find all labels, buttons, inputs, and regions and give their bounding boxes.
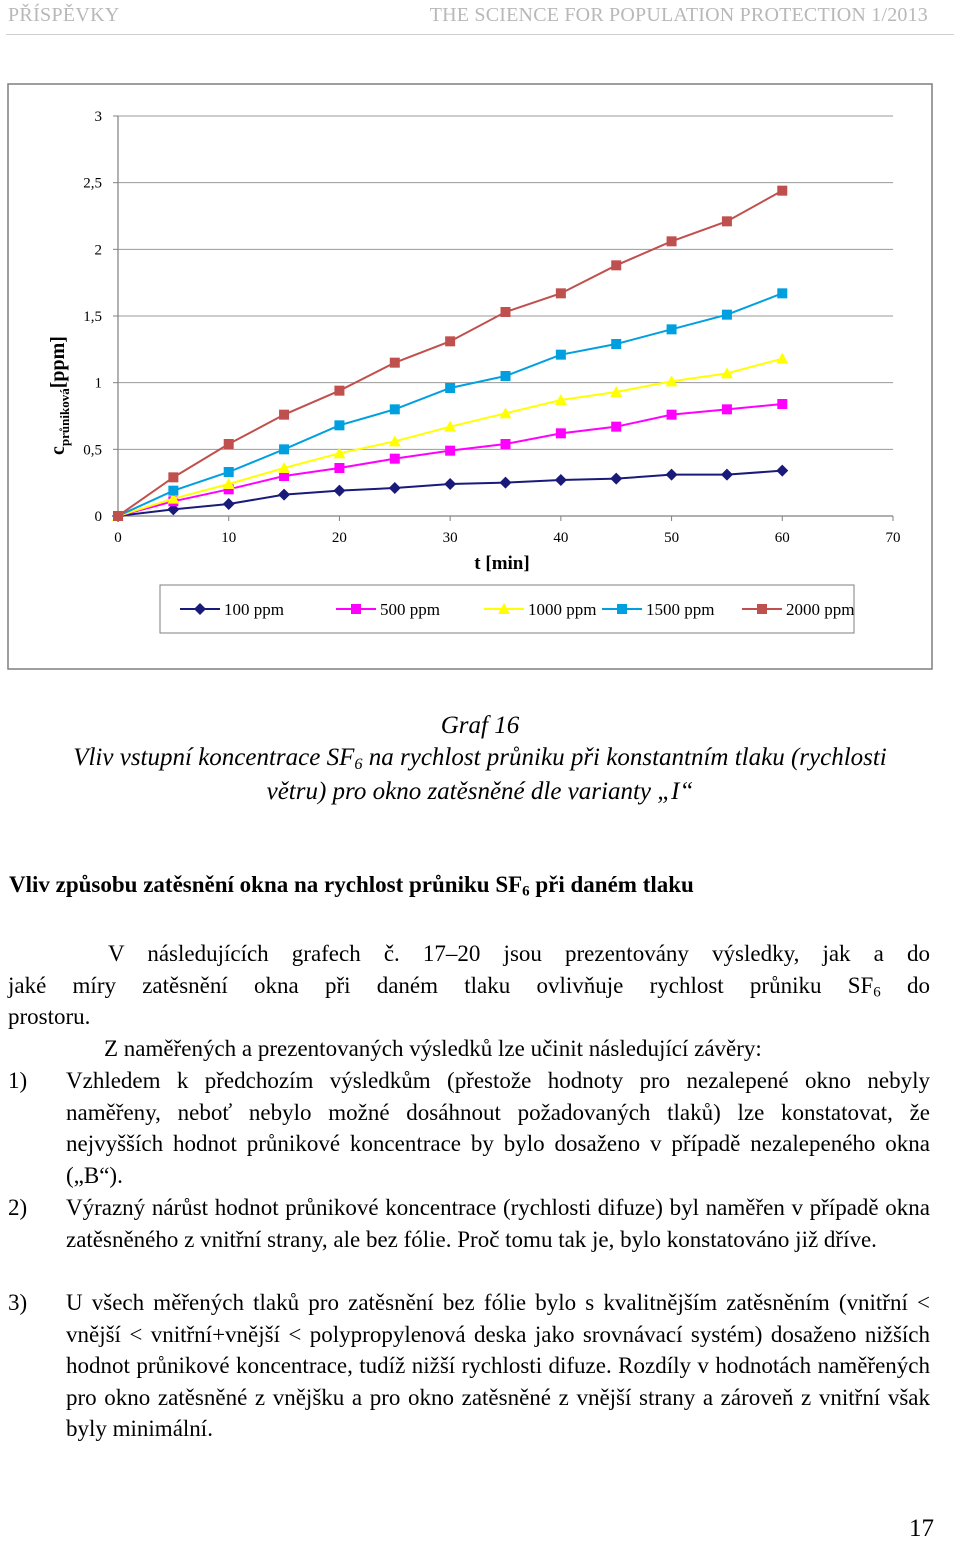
list-item-text: Vzhledem k předchozím výsledkům (přestože hodnoty pro nezalepené okno nebyly naměřeny, neboť nebylo možné dosáhnout požadovaných tlaků) lze konstatovat, že nejvyšších hodnot průnikové koncentrace by bylo dosaženo v případě nezalepeného okna („B“). [66, 1068, 930, 1188]
data-point [667, 324, 677, 334]
list-item-number: 2) [8, 1195, 28, 1220]
data-point [445, 383, 455, 393]
legend-label: 100 ppm [224, 600, 284, 619]
x-axis-label: t [min] [474, 553, 530, 574]
paragraph-1 [8, 938, 930, 1033]
line-chart [0, 80, 960, 670]
data-point [777, 186, 787, 196]
data-point [445, 336, 455, 346]
x-tick-label: 10 [221, 530, 237, 546]
data-point [722, 404, 732, 414]
header-journal-title: THE SCIENCE FOR POPULATION PROTECTION 1/2013 [429, 4, 928, 26]
legend-marker [351, 604, 361, 614]
data-point [224, 439, 234, 449]
paragraph-1-line1: V následujících grafech č. 17‒20 jsou prezentovány výsledky, jak a do [108, 941, 930, 966]
data-point [611, 422, 621, 432]
figure-caption-line1: Vliv vstupní koncentrace $SF_6$ na rychlost průniku při konstantním tlaku (rychlosti [73, 744, 887, 774]
y-axis-label-unit: [ppm] [47, 336, 69, 389]
x-tick-label: 0 [114, 530, 122, 546]
data-point [279, 444, 289, 454]
x-tick-label: 20 [331, 530, 347, 546]
paragraph-1-line3: prostoru. [8, 1004, 91, 1030]
legend-marker [617, 604, 627, 614]
x-tick-label: 60 [774, 530, 790, 546]
data-point [224, 467, 234, 477]
data-point [168, 486, 178, 496]
x-tick-label: 50 [664, 530, 680, 546]
list-item-2 [8, 1192, 930, 1288]
data-point [390, 454, 400, 464]
x-tick-label: 40 [553, 530, 569, 546]
data-point [556, 350, 566, 360]
list-item-number: 3) [8, 1290, 28, 1315]
legend-label: 1500 ppm [646, 600, 715, 619]
data-point [501, 307, 511, 317]
x-tick-label: 30 [442, 530, 458, 546]
legend-label: 1000 ppm [528, 600, 597, 619]
figure-caption-line2: větru) pro okno zatěsněné dle varianty „I“ [266, 778, 694, 805]
page-number: 17 [909, 1515, 934, 1542]
data-point [334, 463, 344, 473]
data-point [501, 439, 511, 449]
data-point [279, 410, 289, 420]
list-item-1 [8, 1065, 930, 1193]
data-point [611, 260, 621, 270]
data-point [334, 420, 344, 430]
data-point [168, 472, 178, 482]
legend-marker [757, 604, 767, 614]
list-item-3 [8, 1287, 930, 1479]
list-item-text: Výrazný nárůst hodnot průnikové koncentrace (rychlosti difuze) byl naměřen v případě okna zatěsněného z vnitřní strany, ale bez fólie. Proč tomu tak je, bylo konstatováno již dříve. [66, 1195, 930, 1252]
data-point [556, 288, 566, 298]
figure-caption-label: Graf 16 [440, 712, 520, 739]
data-point [334, 386, 344, 396]
y-tick-label: 0,5 [83, 442, 102, 459]
data-point [722, 310, 732, 320]
header-rule [6, 34, 954, 35]
data-point [777, 399, 787, 409]
y-tick-label: 0 [94, 509, 102, 525]
paragraph-1-line2: jaké míry zatěsnění okna při daném tlaku ovlivňuje rychlost průniku $SF_6$ do [8, 972, 930, 1001]
paragraph-2: Z naměřených a prezentovaných výsledků lze učinit následující závěry: [104, 1036, 762, 1061]
data-point [667, 410, 677, 420]
list-item-text: U všech měřených tlaků pro zatěsnění bez fólie bylo s kvalitnějším zatěsněním (vnitřní < vnější < vnitřní+vnější < polypropylenová deska jako srovnávací systém) dosaženo nižších hodnot průnikové koncentrace, tudíž nižší rychlosti difuze. Rozdíly v hodnotách naměřených pro okno zatěsněné z vnějšku a pro okno zatěsněné z vnější strany a zároveň z vnitřní však byly minimální. [66, 1290, 930, 1442]
data-point [390, 358, 400, 368]
y-tick-label: 3 [94, 109, 102, 125]
legend-label: 500 ppm [380, 600, 440, 619]
chart-frame [8, 84, 932, 669]
data-point [556, 428, 566, 438]
section-heading: Vliv způsobu zatěsnění okna na rychlost průniku $SF_6$ při daném tlaku [9, 872, 694, 900]
x-tick-label: 70 [885, 530, 901, 546]
legend-label: 2000 ppm [786, 600, 855, 619]
list-item-number: 1) [8, 1068, 28, 1093]
y-tick-label: 2 [94, 242, 102, 259]
data-point [445, 446, 455, 456]
y-axis-label-sub: průniková [57, 388, 72, 447]
y-tick-label: 2,5 [83, 175, 102, 192]
y-tick-label: 1,5 [83, 309, 102, 325]
header-section-label: PŘÍSPĚVKY [8, 4, 120, 26]
data-point [611, 339, 621, 349]
data-point [722, 216, 732, 226]
data-point [501, 371, 511, 381]
y-axis-label-main: c [47, 446, 69, 455]
y-tick-label: 1 [94, 375, 102, 392]
data-point [113, 511, 123, 521]
data-point [667, 236, 677, 246]
data-point [777, 288, 787, 298]
data-point [390, 404, 400, 414]
